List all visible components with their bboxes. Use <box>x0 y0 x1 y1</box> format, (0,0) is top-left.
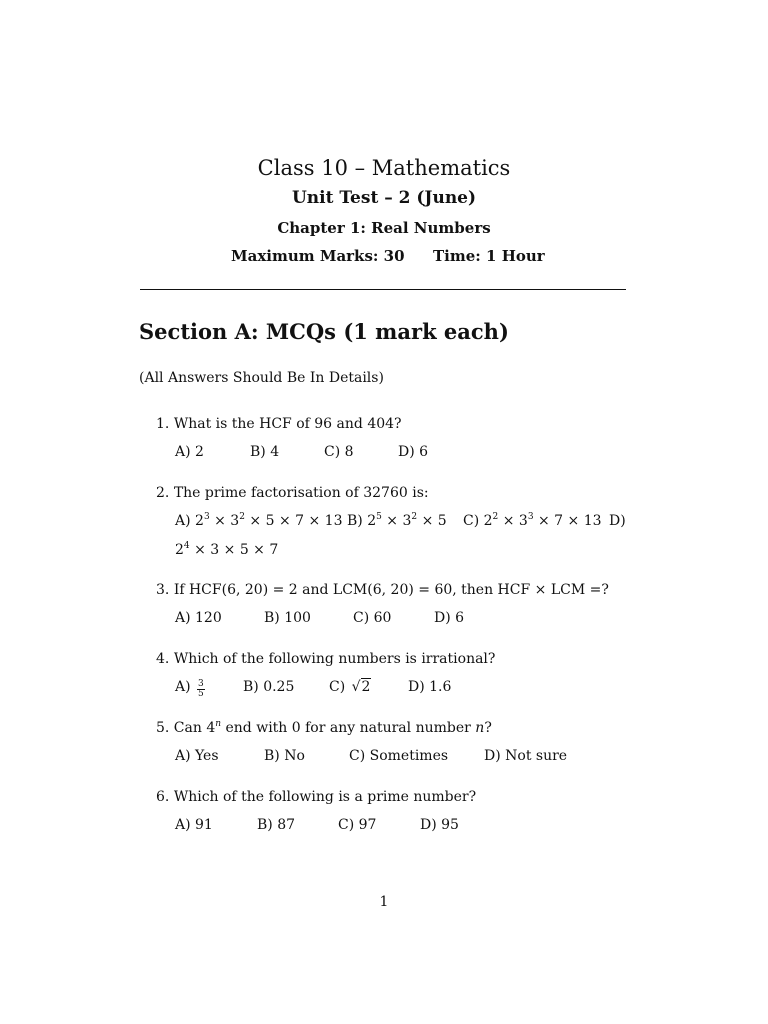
option-c: C) 60 <box>353 610 392 626</box>
option-d-continued: $2^4 \times 3 \times 5 \times 7$ <box>175 541 279 558</box>
question-text: The prime factorisation of 32760 is: <box>173 485 429 501</box>
question-6 <box>156 789 476 805</box>
question-3 <box>156 582 609 598</box>
option-b: B) 4 <box>250 444 280 460</box>
max-marks: Maximum Marks: 30 <box>231 247 405 265</box>
time-limit: Time: 1 Hour <box>433 247 545 265</box>
section-note: (All Answers Should Be In Details) <box>139 370 384 386</box>
option-d: D) 6 <box>434 610 465 626</box>
fraction: $\frac{3}{5}$ <box>198 679 204 699</box>
option-d: D) Not sure <box>484 748 568 764</box>
option-a: A) $\frac{3}{5}$ <box>175 679 204 699</box>
question-number: 6. <box>156 789 170 805</box>
section-title: Section A: MCQs (1 mark each) <box>139 319 509 344</box>
question-1 <box>156 416 402 432</box>
page-number: 1 <box>379 894 389 910</box>
option-b: B) 87 <box>257 817 296 833</box>
question-text: If HCF(6, 20) = 2 and LCM(6, 20) = 60, then HCF × LCM =? <box>173 582 609 598</box>
option-d: D) 1.6 <box>408 679 452 695</box>
question-text: Which of the following numbers is irrational? <box>173 651 496 667</box>
question-4 <box>156 651 495 667</box>
option-b: B) No <box>264 748 305 764</box>
option-b: B) 100 <box>264 610 311 626</box>
question-text: Which of the following is a prime number? <box>173 789 477 805</box>
question-number: 4. <box>156 651 170 667</box>
question-text: What is the HCF of 96 and 404? <box>173 416 402 432</box>
option-c: C) Sometimes <box>349 748 449 764</box>
option-a: A) 2 <box>175 444 204 460</box>
option-b: B) 0.25 <box>243 679 295 695</box>
square-root: √2 <box>351 679 371 695</box>
option-d: D) 95 <box>420 817 459 833</box>
option-d: D) 6 <box>398 444 429 460</box>
option-c: C) 97 <box>338 817 377 833</box>
option-a: A) 120 <box>175 610 222 626</box>
option-c: C) 8 <box>324 444 354 460</box>
option-c: C) $2^2 \times 3^3 \times 7 \times 13$ <box>463 512 602 529</box>
option-a: A) $2^3 \times 3^2 \times 5 \times 7 \times 13$ <box>175 512 343 529</box>
page-title: Class 10 – Mathematics <box>257 156 511 180</box>
option-b: B) $2^5 \times 3^2 \times 5$ <box>347 512 447 529</box>
test-subtitle: Unit Test – 2 (June) <box>291 188 477 208</box>
option-c: C) √2 <box>329 679 371 695</box>
option-a: A) Yes <box>175 748 219 764</box>
option-d: D) <box>609 513 626 529</box>
question-number: 2. <box>156 485 170 501</box>
question-number: 1. <box>156 416 170 432</box>
question-2 <box>156 485 429 501</box>
question-number: 3. <box>156 582 170 598</box>
question-5: 5. Can 4$^n$ end with 0 for any natural number n? <box>156 719 492 736</box>
chapter-heading: Chapter 1: Real Numbers <box>277 219 491 237</box>
option-a: A) 91 <box>175 817 213 833</box>
header-divider <box>140 289 626 290</box>
